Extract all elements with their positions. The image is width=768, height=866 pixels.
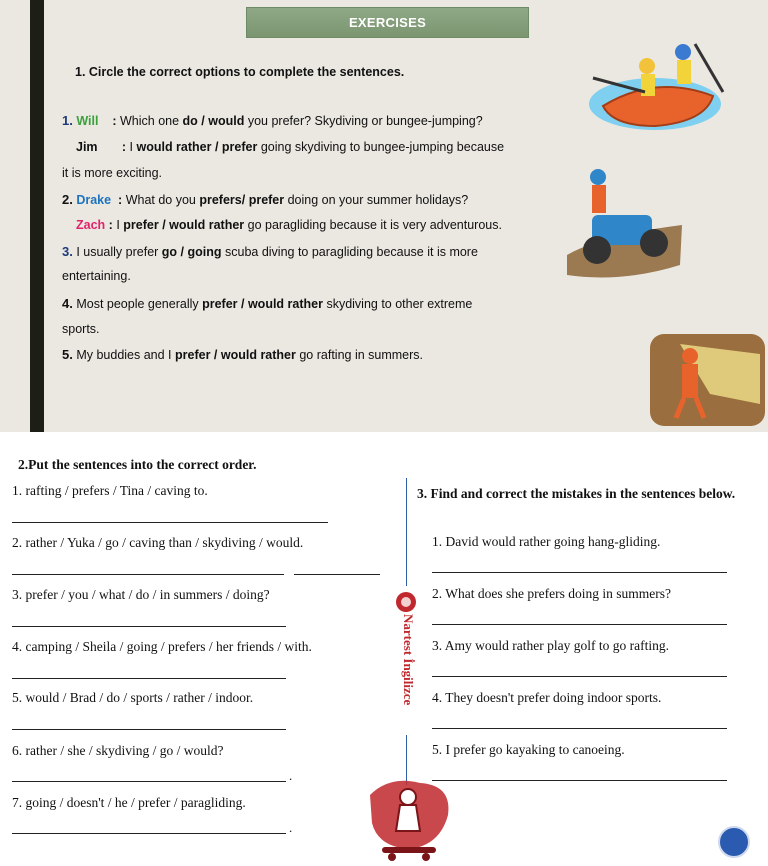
page-badge-icon: [718, 826, 750, 858]
speaker-name: Drake: [76, 193, 112, 207]
ex3-item: 3. Amy would rather play golf to go rafting.: [432, 638, 669, 653]
ex1-line-1: 1. Will : Which one do / would you prefer? Skydiving or bungee-jumping?: [62, 113, 483, 128]
ex1-line-10: 5. My buddies and I prefer / would rather go rafting in summers.: [62, 347, 424, 362]
ex3-item: 2. What does she prefers doing in summers?: [432, 586, 671, 601]
line-end-dot: .: [289, 820, 293, 835]
column-divider: [406, 478, 407, 586]
ex1-line-3: it is more exciting.: [62, 166, 163, 180]
brand-name: Nartest İngilizce: [401, 614, 416, 706]
ex1-line-9: sports.: [62, 322, 100, 336]
ex2-item: 7. going / doesn't / he / prefer / paragliding.: [12, 795, 246, 810]
ex1-line-5: Zach : I prefer / would rather go paragliding because it is very adventurous.: [76, 218, 502, 232]
ex2-item: 6. rather / she / skydiving / go / would?: [12, 743, 224, 758]
answer-line[interactable]: [12, 833, 286, 834]
ex2-item: 5. would / Brad / do / sports / rather / indoor.: [12, 690, 254, 705]
line-end-dot: .: [289, 768, 293, 783]
speaker-name: Zach: [76, 218, 106, 232]
answer-line[interactable]: [432, 572, 727, 573]
answer-line[interactable]: [432, 728, 727, 729]
answer-line[interactable]: [12, 729, 286, 730]
ex1-line-6: 3. I usually prefer go / going scuba diving to paragliding because it is more: [62, 244, 478, 259]
ex3-item: 4. They doesn't prefer doing indoor sports.: [432, 690, 662, 705]
ex1-line-4: 2. Drake : What do you prefers/ prefer doing on your summer holidays?: [62, 192, 469, 207]
option-choice[interactable]: do / would: [182, 114, 245, 128]
rafting-illustration: [585, 34, 730, 134]
exercise-2-title: 2.Put the sentences into the correct order.: [18, 457, 257, 472]
answer-line[interactable]: [432, 676, 727, 677]
exercise-1-title: 1. Circle the correct options to complete the sentences.: [75, 65, 405, 79]
skateboarder-illustration: [360, 775, 456, 865]
speaker-name: Jim: [76, 140, 98, 154]
answer-line[interactable]: [12, 626, 286, 627]
left-accent-bar: [30, 0, 44, 432]
ex2-item: 2. rather / Yuka / go / caving than / skydiving / would.: [12, 535, 304, 550]
brand-vertical-text: [399, 612, 419, 742]
ex3-item: 5. I prefer go kayaking to canoeing.: [432, 742, 625, 757]
answer-line[interactable]: [294, 574, 380, 575]
answer-line[interactable]: [12, 781, 286, 782]
option-choice[interactable]: prefer / would rather: [123, 218, 245, 232]
option-choice[interactable]: would rather / prefer: [136, 140, 258, 154]
exercise-3-title: 3. Find and correct the mistakes in the sentences below.: [417, 486, 736, 501]
ex1-line-8: 4. Most people generally prefer / would rather skydiving to other extreme: [62, 296, 473, 311]
ex2-item: 3. prefer / you / what / do / in summers / doing?: [12, 587, 270, 602]
answer-line[interactable]: [12, 678, 286, 679]
option-choice[interactable]: go / going: [161, 245, 222, 259]
ex3-item: 1. David would rather going hang-gliding.: [432, 534, 661, 549]
answer-line[interactable]: [432, 780, 727, 781]
speaker-name: Will: [76, 114, 99, 128]
answer-line[interactable]: [432, 624, 727, 625]
option-choice[interactable]: prefer / would rather: [175, 348, 296, 362]
caving-illustration: [650, 334, 765, 426]
ex2-item: 4. camping / Sheila / going / prefers / her friends / with.: [12, 639, 312, 654]
option-choice[interactable]: prefer / would rather: [202, 297, 323, 311]
ex1-line-2: Jim : I would rather / prefer going skydiving to bungee-jumping because: [76, 140, 505, 154]
option-choice[interactable]: prefers/ prefer: [199, 193, 285, 207]
answer-line[interactable]: [12, 574, 284, 575]
brand-logo-icon: [394, 590, 418, 614]
ex1-line-7: entertaining.: [62, 269, 131, 283]
exercises-banner: EXERCISES: [246, 7, 529, 38]
answer-line[interactable]: [12, 522, 328, 523]
atv-illustration: [562, 165, 687, 283]
ex2-item: 1. rafting / prefers / Tina / caving to.: [12, 483, 208, 498]
